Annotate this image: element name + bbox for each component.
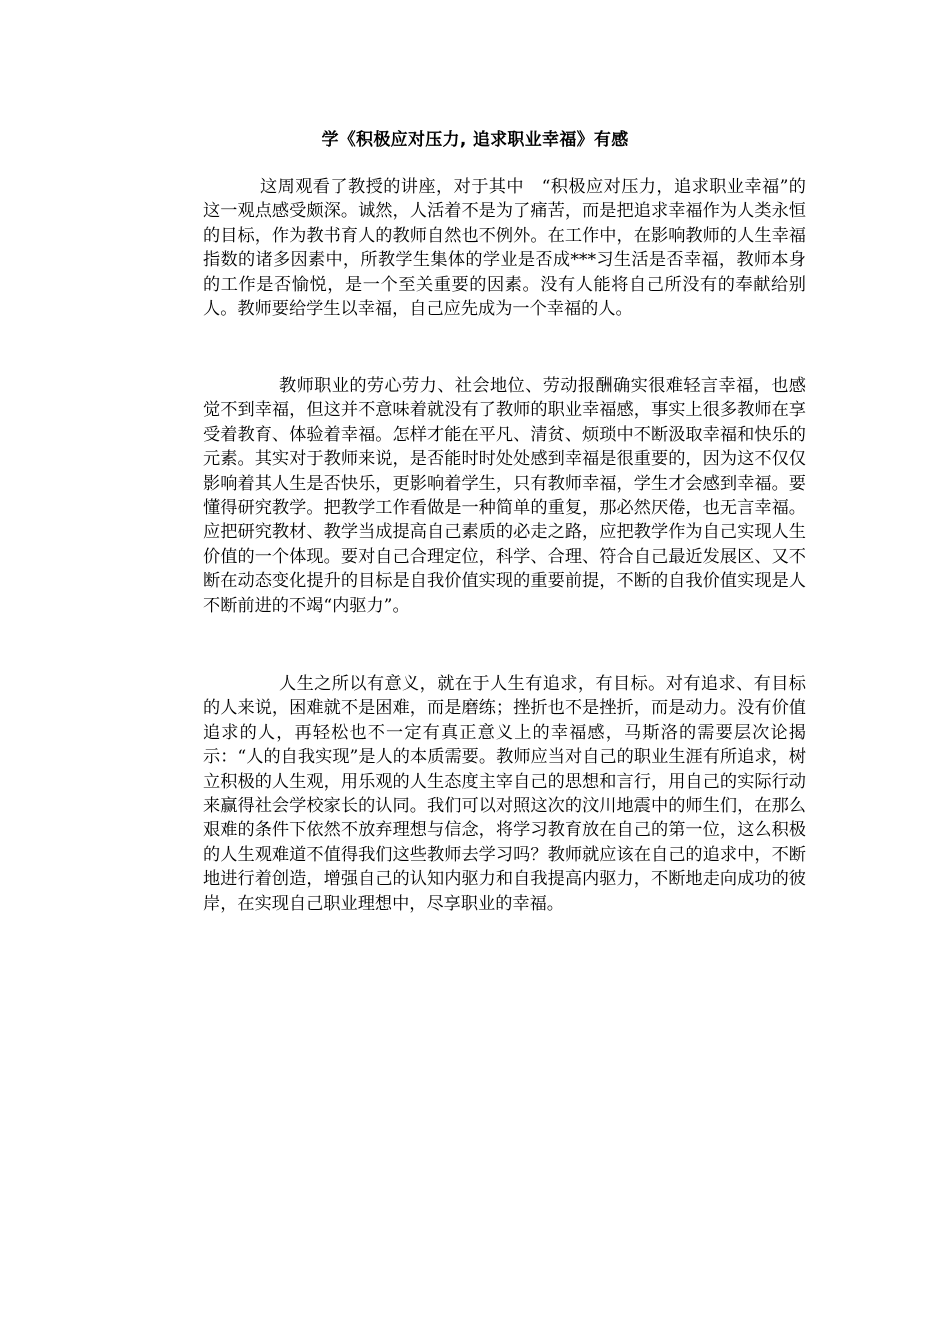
paragraph-2: 教师职业的劳心劳力、社会地位、劳动报酬确实很难轻言幸福，也感觉不到幸福，但这并不意味着就没有了教师的职业幸福感，事实上很多教师在享受着教育、体验着幸福。怎样才能在平凡、清贫、烦琐中不断汲取幸福和快乐的元素。其实对于教师来说，是否能时时处处感到幸福是很重要的，因为这不仅仅影响着其人生是否快乐，更影响着学生，只有教师幸福，学生才会感到幸福。要懂得研究教学。把教学工作看做是一种简单的重复，那必然厌倦，也无言幸福。应把研究教材、教学当成提高自己素质的必走之路，应把教学作为自己实现人生价值的一个体现。要对自己合理定位，科学、合理、符合自己最近发展区、又不断在动态变化提升的目标是自我价值实现的重要前提，不断的自我价值实现是人不断前进的不竭“内驱力”。 — [203, 376, 806, 616]
paragraph-3: 人生之所以有意义，就在于人生有追求，有目标。对有追求、有目标的人来说，困难就不是困难，而是磨练；挫折也不是挫折，而是动力。没有价值追求的人，再轻松也不一定有真正意义上的幸福感，马斯洛的需要层次论揭示：“人的自我实现”是人的本质需要。教师应当对自己的职业生涯有所追求，树立积极的人生观，用乐观的人生态度主宰自己的思想和言行，用自己的实际行动来赢得社会学校家长的认同。我们可以对照这次的汶川地震中的师生们，在那么艰难的条件下依然不放弃理想与信念，将学习教育放在自己的第一位，这么积极的人生观难道不值得我们这些教师去学习吗？教师就应该在自己的追求中，不断地进行着创造，增强自己的认知内驱力和自我提高内驱力，不断地走向成功的彼岸，在实现自己职业理想中，尽享职业的幸福。 — [203, 674, 806, 914]
paragraph-1: 这周观看了教授的讲座，对于其中 “积极应对压力，追求职业幸福”的这一观点感受颇深。诚然，人活着不是为了痛苦，而是把追求幸福作为人类永恒的目标，作为教书育人的教师自然也不例外。在工作中，在影响教师的人生幸福指数的诸多因素中，所教学生集体的学业是否成***习生活是否幸福，教师本身的工作是否愉悦，是一个至关重要的因素。没有人能将自己所没有的奉献给别人。教师要给学生以幸福，自己应先成为一个幸福的人。 — [203, 177, 806, 320]
document-title: 学《积极应对压力, 追求职业幸福》有感 — [321, 130, 629, 150]
